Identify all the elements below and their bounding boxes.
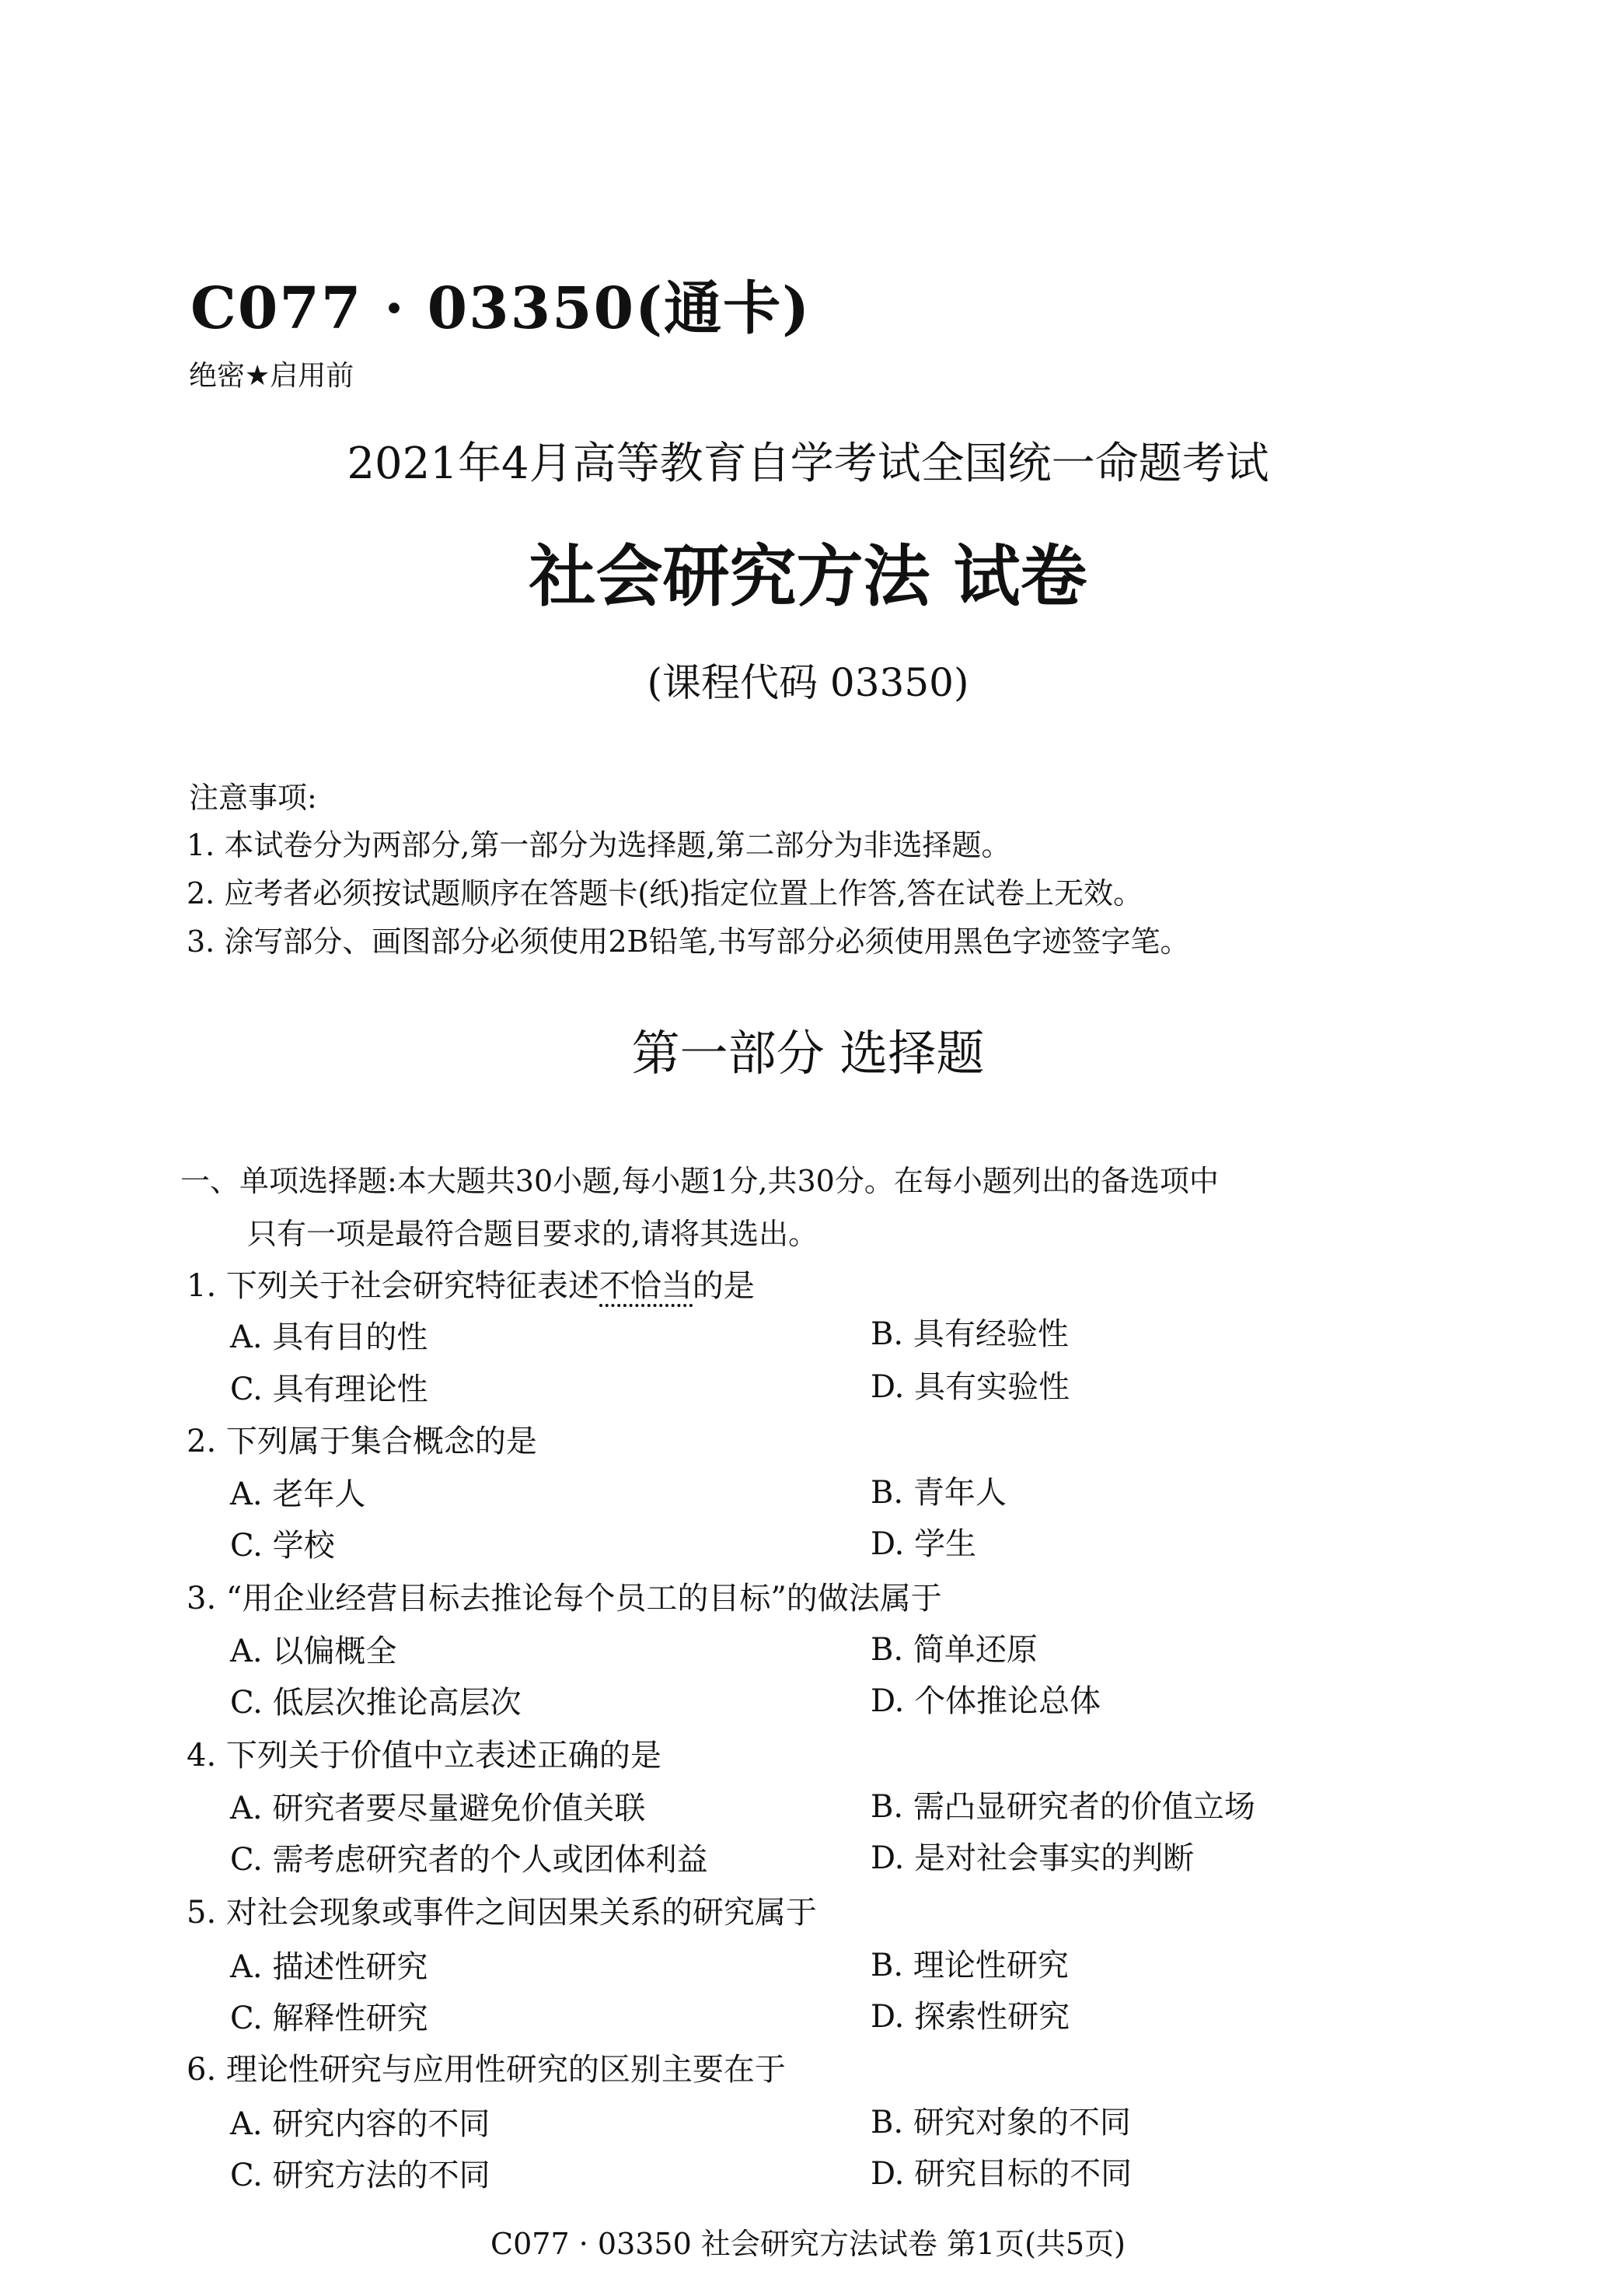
exam-paper-code: C077 · 03350(通卡) (190, 275, 811, 342)
note-item: 2. 应考者必须按试题顺序在答题卡(纸)指定位置上作答,答在试卷上无效。 (187, 876, 1143, 910)
question-stem-text: 1. 下列关于社会研究特征表述 (187, 1268, 599, 1304)
option-d: D. 探索性研究 (871, 1999, 1070, 2035)
option-b: B. 具有经验性 (871, 1316, 1069, 1352)
note-item: 1. 本试卷分为两部分,第一部分为选择题,第二部分为非选择题。 (187, 828, 1011, 862)
notes-heading: 注意事项: (189, 781, 317, 815)
option-a: A. 以偏概全 (230, 1634, 397, 1669)
question-stem (187, 1261, 755, 1305)
option-b: B. 需凸显研究者的价值立场 (871, 1789, 1255, 1825)
page-footer: C077 · 03350 社会研究方法试卷 第1页(共5页) (490, 2227, 1126, 2261)
option-c: C. 研究方法的不同 (230, 2158, 490, 2193)
option-c: C. 解释性研究 (230, 2001, 428, 2036)
option-b: B. 理论性研究 (871, 1948, 1069, 1983)
option-a: A. 老年人 (230, 1476, 366, 1512)
exam-title: 2021年4月高等教育自学考试全国统一命题考试 (347, 439, 1269, 489)
option-d: D. 研究目标的不同 (871, 2156, 1133, 2192)
section-instructions: 一、单项选择题:本大题共30小题,每小题1分,共30分。在每小题列出的备选项中 (180, 1164, 1219, 1198)
emphasized-text: 不恰当 (599, 1268, 693, 1307)
paper-title: 社会研究方法 试卷 (529, 537, 1087, 616)
confidential-mark: 绝密★启用前 (189, 360, 354, 392)
course-code: (课程代码 03350) (647, 660, 969, 705)
option-d: D. 个体推论总体 (871, 1683, 1101, 1719)
option-d: D. 学生 (871, 1526, 977, 1562)
option-a: A. 研究内容的不同 (230, 2106, 490, 2142)
question-stem: 2. 下列属于集合概念的是 (187, 1424, 537, 1459)
part-title: 第一部分 选择题 (631, 1025, 985, 1082)
question-stem: 3. “用企业经营目标去推论每个员工的目标”的做法属于 (187, 1581, 942, 1616)
option-b: B. 简单还原 (871, 1632, 1038, 1668)
question-stem: 6. 理论性研究与应用性研究的区别主要在于 (187, 2052, 786, 2088)
option-a: A. 具有目的性 (230, 1319, 428, 1355)
option-d: D. 是对社会事实的判断 (871, 1840, 1195, 1876)
option-b: B. 青年人 (871, 1475, 1007, 1511)
question-stem-text: 的是 (692, 1268, 755, 1304)
option-c: C. 具有理论性 (230, 1372, 428, 1407)
option-c: C. 需考虑研究者的个人或团体利益 (230, 1842, 708, 1878)
option-b: B. 研究对象的不同 (871, 2105, 1131, 2140)
question-stem: 5. 对社会现象或事件之间因果关系的研究属于 (187, 1895, 817, 1931)
option-a: A. 描述性研究 (230, 1949, 428, 1985)
option-a: A. 研究者要尽量避免价值关联 (230, 1791, 646, 1826)
option-c: C. 低层次推论高层次 (230, 1685, 522, 1721)
note-item: 3. 涂写部分、画图部分必须使用2B铅笔,书写部分必须使用黑色字迹签字笔。 (187, 924, 1190, 959)
question-stem: 4. 下列关于价值中立表述正确的是 (187, 1738, 661, 1774)
option-c: C. 学校 (230, 1528, 335, 1564)
option-d: D. 具有实验性 (871, 1369, 1070, 1405)
section-instructions-cont: 只有一项是最符合题目要求的,请将其选出。 (247, 1217, 818, 1251)
